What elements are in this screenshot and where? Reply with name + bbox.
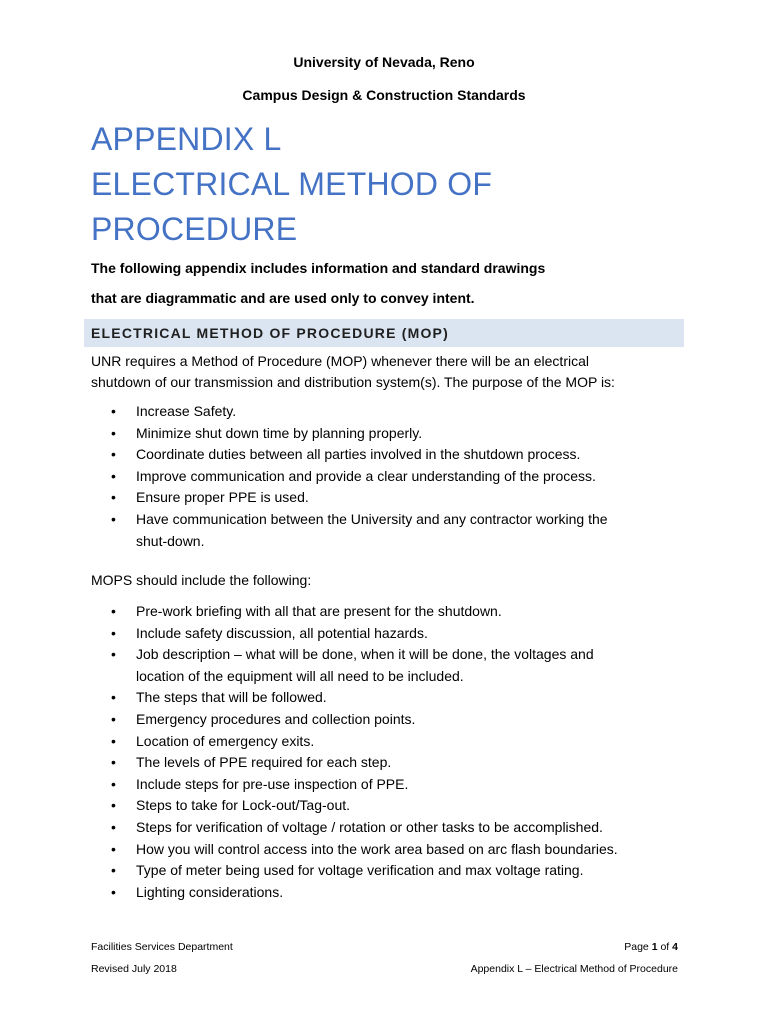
bullet-icon: • bbox=[111, 754, 116, 771]
page-current: 1 bbox=[651, 941, 658, 953]
page-of: of bbox=[660, 941, 670, 953]
bullet-icon: • bbox=[111, 818, 116, 835]
bullet-icon: • bbox=[111, 424, 116, 441]
bullet-icon: • bbox=[111, 862, 116, 879]
bullet-icon: • bbox=[111, 403, 116, 419]
bullet-icon: • bbox=[111, 603, 116, 619]
bullet-icon: • bbox=[111, 775, 116, 792]
list-item-text: The levels of PPE required for each step. bbox=[136, 754, 392, 771]
list-item bbox=[91, 644, 691, 687]
page-total: 4 bbox=[672, 941, 678, 953]
title-line-1: APPENDIX L bbox=[91, 121, 282, 157]
bullet-icon: • bbox=[111, 797, 116, 814]
list-item-text: Location of emergency exits. bbox=[136, 732, 315, 749]
footer-revised: Revised July 2018 bbox=[91, 963, 177, 975]
title-line-2: ELECTRICAL METHOD OF bbox=[91, 166, 493, 202]
bullet-icon: • bbox=[111, 883, 116, 900]
list-item-text: Steps to take for Lock-out/Tag-out. bbox=[136, 797, 351, 814]
list-item bbox=[91, 444, 691, 466]
list-item bbox=[91, 466, 691, 488]
purpose-list bbox=[91, 401, 691, 552]
list-item-text: Job description – what will be done, when it will be done, the voltages and bbox=[136, 646, 594, 663]
list-item-text: Type of meter being used for voltage verification and max voltage rating. bbox=[136, 862, 584, 879]
list-item bbox=[91, 509, 691, 552]
list-item bbox=[91, 882, 691, 904]
intro-line-1: The following appendix includes information and standard drawings bbox=[91, 260, 546, 276]
footer-page-number bbox=[624, 940, 678, 954]
bullet-icon: • bbox=[111, 624, 116, 641]
bullet-icon: • bbox=[111, 689, 116, 706]
list-item-text: Minimize shut down time by planning properly. bbox=[136, 424, 423, 441]
section-heading-bar bbox=[84, 319, 684, 347]
list-item bbox=[91, 731, 691, 753]
bullet-icon: • bbox=[111, 489, 116, 506]
list-item bbox=[91, 687, 691, 709]
footer-doc-title: Appendix L – Electrical Method of Procedure bbox=[470, 963, 678, 975]
bullet-icon: • bbox=[111, 510, 116, 527]
list-item bbox=[91, 839, 691, 861]
include-list bbox=[91, 601, 691, 903]
list-item-text: How you will control access into the work area based on arc flash boundaries. bbox=[136, 840, 618, 857]
list-item-text: Have communication between the University and any contractor working the bbox=[136, 510, 608, 527]
list-item bbox=[91, 795, 691, 817]
bullet-icon: • bbox=[111, 840, 116, 857]
list-item bbox=[91, 860, 691, 882]
list-item bbox=[91, 487, 691, 509]
list-item-text: Include safety discussion, all potential hazards. bbox=[136, 624, 428, 641]
bullet-icon: • bbox=[111, 646, 116, 663]
header-subtitle: Campus Design & Construction Standards bbox=[242, 87, 526, 103]
bullet-icon: • bbox=[111, 446, 116, 463]
list-item bbox=[91, 601, 691, 623]
list-item bbox=[91, 623, 691, 645]
mop-paragraph-line-2: shutdown of our transmission and distribution system(s). The purpose of the MOP is: bbox=[91, 374, 615, 390]
list-item-text: Pre-work briefing with all that are present for the shutdown. bbox=[136, 603, 502, 619]
list-item-text-continued: location of the equipment will all need to be included. bbox=[136, 667, 464, 684]
list-item-text: Improve communication and provide a clear understanding of the process. bbox=[136, 467, 596, 484]
list-item-text: The steps that will be followed. bbox=[136, 689, 327, 706]
list-item bbox=[91, 817, 691, 839]
list-item-text: Lighting considerations. bbox=[136, 883, 284, 900]
list-item-text: Emergency procedures and collection points. bbox=[136, 710, 416, 727]
list-item bbox=[91, 423, 691, 445]
list-item bbox=[91, 774, 691, 796]
list-item-text-continued: shut-down. bbox=[136, 532, 205, 549]
mop-paragraph-line-1: UNR requires a Method of Procedure (MOP) whenever there will be an electrical bbox=[91, 353, 589, 369]
list-item-text: Steps for verification of voltage / rotation or other tasks to be accomplished. bbox=[136, 818, 603, 835]
bullet-icon: • bbox=[111, 467, 116, 484]
title-line-3: PROCEDURE bbox=[91, 211, 298, 247]
page-label: Page bbox=[624, 941, 649, 953]
mops-include-paragraph: MOPS should include the following: bbox=[91, 572, 312, 588]
list-item bbox=[91, 709, 691, 731]
footer-department: Facilities Services Department bbox=[91, 941, 233, 953]
bullet-icon: • bbox=[111, 732, 116, 749]
list-item-text: Ensure proper PPE is used. bbox=[136, 489, 309, 506]
list-item-text: Coordinate duties between all parties involved in the shutdown process. bbox=[136, 446, 581, 463]
intro-line-2: that are diagrammatic and are used only to convey intent. bbox=[91, 290, 475, 306]
bullet-icon: • bbox=[111, 710, 116, 727]
section-heading: ELECTRICAL METHOD OF PROCEDURE (MOP) bbox=[91, 325, 449, 341]
list-item bbox=[91, 401, 691, 423]
list-item-text: Increase Safety. bbox=[136, 403, 237, 419]
list-item bbox=[91, 752, 691, 774]
list-item-text: Include steps for pre-use inspection of PPE. bbox=[136, 775, 409, 792]
header-institution: University of Nevada, Reno bbox=[293, 54, 475, 70]
